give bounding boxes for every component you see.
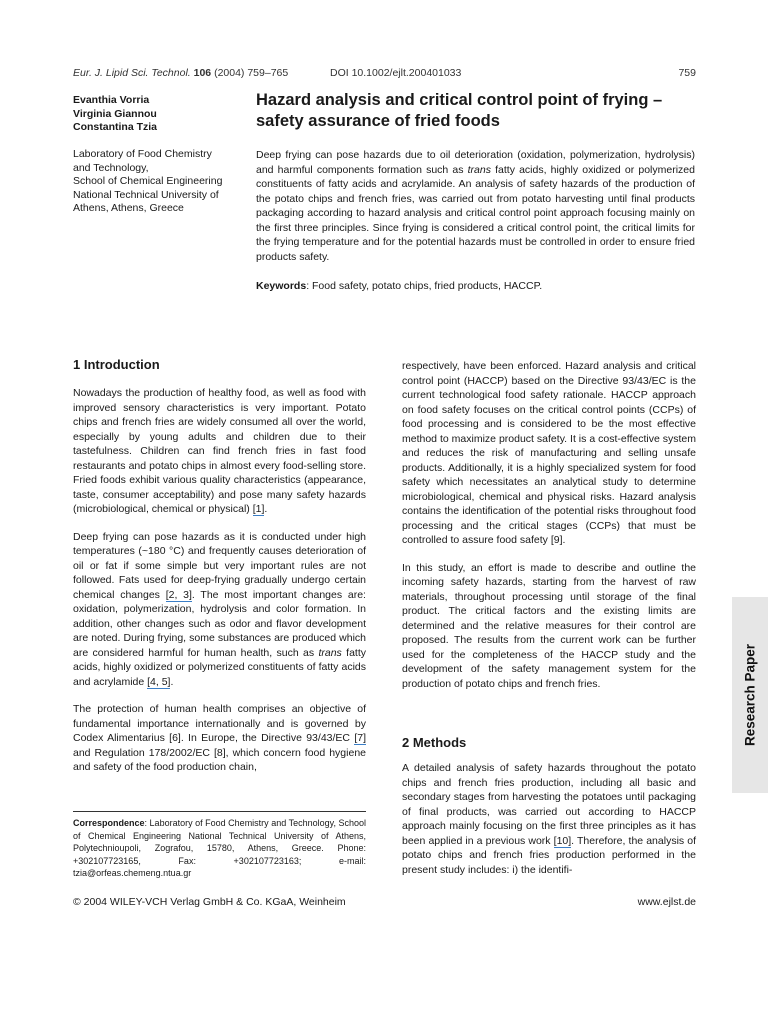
keywords	[256, 279, 695, 293]
paragraph-text: . Therefore, the analysis of potato chips and french fries production performed in the present study includes: i) the identifi-	[402, 834, 696, 876]
citation-link[interactable]: [7]	[354, 732, 366, 744]
abstract-italic: trans	[467, 163, 491, 176]
affiliation-line: School of Chemical Engineering	[73, 175, 223, 187]
volume: 106	[193, 67, 212, 79]
keywords-text: : Food safety, potato chips, fried products, HACCP.	[306, 280, 543, 292]
journal-url[interactable]: www.ejlst.de	[637, 896, 696, 908]
paragraph	[73, 530, 366, 690]
column-left	[73, 386, 366, 788]
correspondence-note	[73, 817, 366, 880]
doi: DOI 10.1002/ejlt.200401033	[330, 67, 462, 79]
tab-label: Research Paper	[742, 643, 758, 747]
year-pages: (2004) 759–765	[214, 67, 289, 79]
research-paper-tab	[732, 597, 768, 793]
abstract-text: fatty acids, highly oxidized or polymerized constituents of fatty acids and acrylamide. An analysis of safety hazards of the production of the potato chips and french fries, was carried out from potato harvesting until final products packaging according to hazard analysis and critical control point approach focusing mainly on the first three principles. Since frying is considered a critical control point, the critical limits for the frying temperature and for the potential hazards must be controlled in order to ensure fried products safety.	[256, 163, 695, 263]
citation-link[interactable]: [2, 3]	[165, 588, 192, 601]
affiliation-line: and Technology,	[73, 161, 149, 174]
paragraph-text: fatty acids, highly oxidized or polymerized constituents of fatty acids and acrylamide	[73, 646, 366, 688]
paragraph-italic: trans	[318, 646, 342, 659]
column-right	[402, 359, 696, 704]
affiliation-line: Laboratory of Food Chemistry	[73, 148, 212, 160]
author-name: Evanthia Vorria	[73, 94, 150, 106]
author-list	[73, 94, 248, 135]
paragraph	[73, 702, 366, 775]
paragraph: In this study, an effort is made to describe and outline the incoming safety hazards, starting from the harvest of raw materials, throughout processing until storage of the final product. The critical factors and the existing limits are determined and the relative measures for their control are proposed. The results from the current work can be further used for the completeness of the HACCP study and the development of the safety management system for the production of potato chips and french fries.	[402, 561, 696, 690]
author-name: Constantina Tzia	[73, 121, 158, 133]
copyright: © 2004 WILEY-VCH Verlag GmbH & Co. KGaA, Weinheim	[73, 896, 346, 908]
paragraph-text: A detailed analysis of safety hazards throughout the potato chips and french fries production, including all basic and secondary stages from harvesting the potatoes until packaging of final products, was carried out according to HACCP approach mainly focusing on the first three principles as it has been applied in a previous work	[402, 762, 696, 847]
paragraph	[73, 386, 366, 517]
affiliation-line: National Technical University of	[73, 188, 219, 201]
paragraph-text: .	[170, 675, 174, 688]
correspondence-label: Correspondence	[73, 818, 145, 828]
keywords-label: Keywords	[256, 280, 307, 292]
paper-title: Hazard analysis and critical control point of frying – safety assurance of fried foods	[256, 91, 663, 130]
citation-link[interactable]: [1]	[252, 503, 265, 515]
paragraph-text: .	[264, 503, 268, 515]
methods-text	[402, 761, 696, 890]
footnote-divider	[73, 811, 366, 812]
journal-name: Eur. J. Lipid Sci. Technol.	[73, 67, 191, 79]
page-number: 759	[678, 67, 696, 79]
paragraph-text: and Regulation 178/2002/EC [8], which concern food hygiene and safety of the food production chain,	[73, 746, 366, 773]
affiliation	[73, 148, 248, 216]
section-heading-introduction: 1 Introduction	[73, 357, 160, 372]
paragraph-text: Nowadays the production of healthy food, as well as food with improved sensory characteristics is very important. Potato chips and french fries are widely consumed all over the world, especially by young adults and children due to their tastefulness. Children can find french fries in fast food restaurants and potato chips in almost every food-selling store. Fried foods exhibit various quality characteristics (appearance, taste, consumer acceptability) and pose many safety hazards (microbiological, chemical or physical)	[73, 387, 366, 515]
journal-citation	[73, 67, 288, 79]
affiliation-line: Athens, Athens, Greece	[73, 202, 184, 214]
section-heading-methods: 2 Methods	[402, 735, 467, 750]
citation-link[interactable]: [4, 5]	[147, 675, 171, 688]
abstract	[256, 148, 695, 264]
page-footer	[73, 896, 696, 910]
paragraph-text: Deep frying can pose hazards as it is conducted under high temperatures (~180 °C) and frequently causes deterioration of oil or fat if some simple but very important rules are not followed. Fats used for deep-frying gradually undergo certain chemical changes	[73, 530, 366, 601]
correspondence-text: : Laboratory of Food Chemistry and Technology, School of Chemical Engineering National Technical University of Athens, Polytechnioupoli, Zografou, 15780, Athens, Greece. Phone: +302107723165, Fax: +302107723163; e-mail: tzia@orfeas.chemeng.ntua.gr	[73, 818, 366, 878]
abstract-text: Deep frying can pose hazards due to oil deterioration (oxidation, polymerization, hydrolysis) and harmful components formation such as	[256, 149, 695, 176]
paragraph-text: . The most important changes are: oxidation, polymerization, hydrolysis and color formation. In addition, other changes such as odor and flavor development are noted. During frying, some substances are produced which are considered harmful for human health, such as	[73, 588, 366, 659]
running-header	[73, 67, 696, 81]
author-name: Virginia Giannou	[73, 107, 157, 120]
citation-link[interactable]: [10]	[553, 834, 572, 847]
paragraph-text: The protection of human health comprises an objective of fundamental importance internationally and is governed by Codex Alimentarius [6]. In Europe, the Directive 93/43/EC	[73, 703, 366, 744]
paragraph	[402, 761, 696, 877]
paragraph: respectively, have been enforced. Hazard analysis and critical control point (HACCP) based on the Directive 93/43/EC is the current technological food safety rationale. HACCP approach on food safety focuses on the critical control points (CCPs) of food processing and is considered to be the most effective method to maximize product safety. It is a cost-effective system and reduces the risk of manufacturing and selling unsafe products. Additionally, it is a highly specialized system for food safety which necessitates an analytical study to determine microbiological, chemical and physical risks. Hazard analysis contains the identification of the potential risks throughout food processing and the critical stages (CCPs) that must be controlled to assure food safety [9].	[402, 360, 696, 546]
